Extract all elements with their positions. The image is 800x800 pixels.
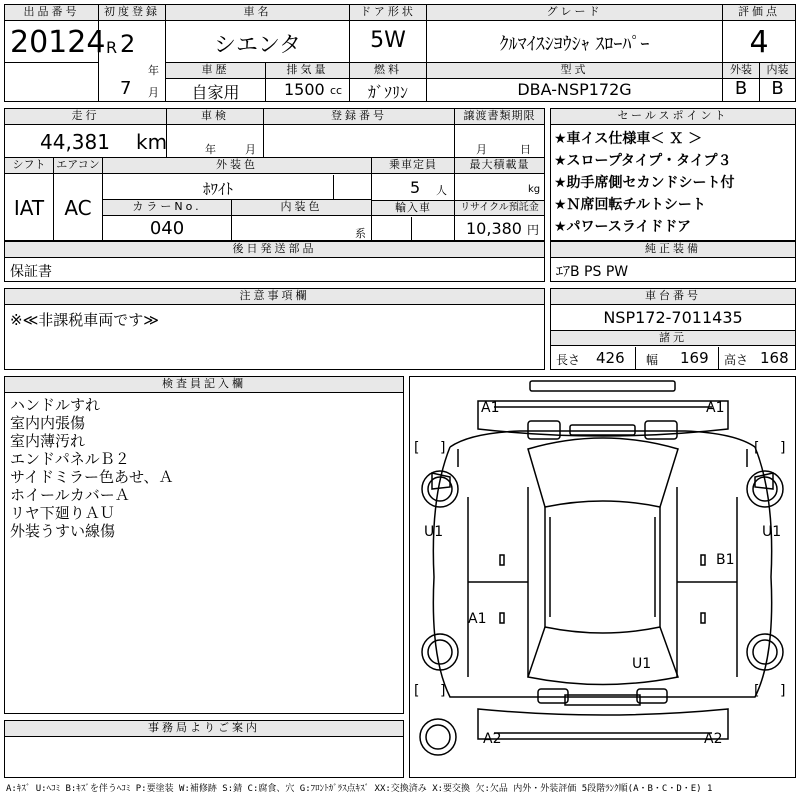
car-name-label: 車名	[166, 5, 349, 21]
grade: ｸﾙﾏｲｽｼﾖｳｼｬ ｽﾛｰﾊﾟｰ	[499, 34, 650, 55]
color-no: 040	[149, 218, 185, 239]
height-label: 高さ	[724, 353, 749, 367]
door-label: ドア形状	[350, 5, 426, 21]
shift-label: シフト	[5, 158, 53, 174]
int-score-label: 内装	[760, 63, 795, 79]
sales-points-title: セールスポイント	[551, 109, 795, 125]
displacement-label: 排気量	[266, 63, 349, 79]
inspector-line: リヤ下廻りＡＵ	[10, 504, 115, 522]
later-parts-value: 保証書	[10, 264, 52, 280]
mark-right-side: U1	[762, 524, 782, 540]
inspector-line: 外装うすい線傷	[10, 522, 116, 540]
import-label: 輸入車	[372, 200, 454, 216]
color-label: 外装色	[103, 158, 371, 174]
displacement-unit: cc	[330, 84, 343, 97]
bracket-open: [	[754, 683, 760, 699]
inspector-line: 室内内張傷	[10, 414, 86, 432]
first-reg-label: 初度登録	[99, 5, 165, 21]
recycle: 10,380	[466, 219, 522, 238]
recycle-unit: 円	[527, 223, 540, 237]
history-label: 車歴	[166, 63, 265, 79]
mark-rear-left: A2	[483, 731, 502, 747]
transfer-month-unit: 月	[476, 143, 487, 156]
transfer-label: 譲渡書類期限	[455, 109, 544, 125]
ac: AC	[64, 196, 92, 220]
chassis-title: 車台番号	[551, 289, 795, 305]
bracket-open: [	[414, 440, 420, 456]
bracket-open: [	[414, 683, 420, 699]
bracket-close: ]	[780, 440, 786, 456]
inspector-line: サイドミラー色あせ、Ａ	[10, 468, 174, 486]
sales-point-item: ★車イス仕様車＜ Ｘ ＞	[554, 131, 703, 147]
mark-left-rear-door: A1	[468, 611, 487, 627]
history: 自家用	[191, 83, 240, 102]
fuel-label: 燃料	[350, 63, 426, 79]
inspection-label: 車検	[167, 109, 263, 125]
mark-left-side: U1	[424, 524, 444, 540]
mark-rear-right: A2	[704, 731, 723, 747]
lot-label: 出品番号	[5, 5, 98, 21]
score-label: 評価点	[723, 5, 795, 21]
car-name: シエンタ	[213, 33, 302, 58]
mark-right-door: B1	[716, 552, 735, 568]
color: ﾎﾜｲﾄ	[202, 180, 233, 198]
chassis-number: NSP172-7011435	[603, 308, 743, 327]
inspector-line: ホイールカバーＡ	[10, 486, 130, 504]
mileage-label: 走行	[5, 109, 166, 125]
lot-number: 20124	[10, 25, 106, 60]
reg-year: 2	[120, 30, 136, 58]
spec-title: 諸元	[551, 330, 795, 346]
inspector-title: 検査員記入欄	[5, 377, 403, 393]
car-diagram	[409, 376, 796, 778]
capacity-label: 乗車定員	[372, 158, 454, 174]
later-parts-title: 後日発送部品	[5, 242, 544, 258]
grade-label: グレード	[427, 5, 722, 21]
capacity: 5	[410, 178, 421, 197]
int-color-label: 内装色	[232, 200, 371, 216]
insp-year-unit: 年	[205, 143, 216, 156]
sales-point-item: ★助手席側セカンドシート付	[554, 175, 735, 191]
bracket-close: ]	[440, 440, 446, 456]
reg-month-unit: 月	[148, 86, 159, 99]
ext-score: B	[734, 78, 748, 99]
mileage-unit: km	[136, 130, 168, 154]
details-section	[4, 108, 545, 241]
ac-label: エアコン	[54, 158, 102, 174]
inspector-line: ハンドルすれ	[10, 396, 101, 414]
office-title: 事務局よりご案内	[5, 721, 403, 737]
notes-value: ※≪非課税車両です≫	[10, 311, 159, 329]
era: R	[106, 38, 118, 57]
int-color-suffix: 系	[355, 227, 366, 240]
notes-title: 注意事項欄	[5, 289, 544, 305]
transfer-day-unit: 日	[520, 143, 531, 156]
mark-roof: U1	[632, 656, 652, 672]
int-score: B	[771, 78, 784, 99]
model: DBA-NSP172G	[517, 80, 632, 99]
load-label: 最大積載量	[455, 158, 544, 174]
length: 426	[596, 349, 625, 367]
mileage: 44,381	[40, 130, 110, 154]
recycle-label: リサイクル預託金	[455, 200, 544, 216]
capacity-unit: 人	[436, 184, 447, 197]
bracket-open: [	[754, 440, 760, 456]
reg-month: 7	[120, 78, 132, 99]
score: 4	[749, 25, 769, 60]
door-type: 5W	[370, 28, 406, 53]
reg-year-unit: 年	[148, 64, 159, 77]
insp-month-unit: 月	[245, 143, 256, 156]
equipment-title: 純正装備	[551, 242, 795, 258]
inspector-line: 室内薄汚れ	[10, 432, 86, 450]
sales-point-item: ★スロープタイプ・タイプ３	[554, 153, 732, 169]
inspector-line: エンドパネルＢ２	[10, 450, 130, 468]
width-label: 幅	[646, 353, 659, 367]
length-label: 長さ	[556, 353, 581, 367]
reg-number-label: 登録番号	[264, 109, 454, 125]
height: 168	[760, 349, 789, 367]
width: 169	[680, 349, 709, 367]
color-no-label: カラーNo.	[103, 200, 231, 216]
shift: IAT	[13, 196, 45, 220]
equipment-value: ｴｱB PS PW	[556, 264, 629, 280]
load-unit: kg	[528, 184, 541, 195]
ext-score-label: 外装	[723, 63, 759, 79]
mark-front-right: A1	[706, 400, 725, 416]
model-label: 型式	[427, 63, 722, 79]
sales-point-item: ★Ｎ席回転チルトシート	[554, 197, 706, 213]
legend-text: A:ｷｽﾞ U:ﾍｺﾐ B:ｷｽﾞを伴うﾍｺﾐ P:要塗装 W:補修跡 S:錆 C:腐食、穴 G:ﾌﾛﾝﾄｶﾞﾗｽ点ｷｽﾞ XX:交換済み X:要交換 欠:欠品 内外・外装評価 5段階ﾗﾝｸ順(A・B・C・D・E) 1	[6, 784, 713, 794]
bracket-close: ]	[780, 683, 786, 699]
displacement: 1500	[284, 80, 325, 99]
mark-front-left: A1	[481, 400, 500, 416]
sales-point-item: ★パワースライドドア	[554, 219, 692, 235]
car-outline-diagram	[410, 377, 795, 777]
fuel: ｶﾞｿﾘﾝ	[367, 83, 408, 102]
bracket-close: ]	[440, 683, 446, 699]
